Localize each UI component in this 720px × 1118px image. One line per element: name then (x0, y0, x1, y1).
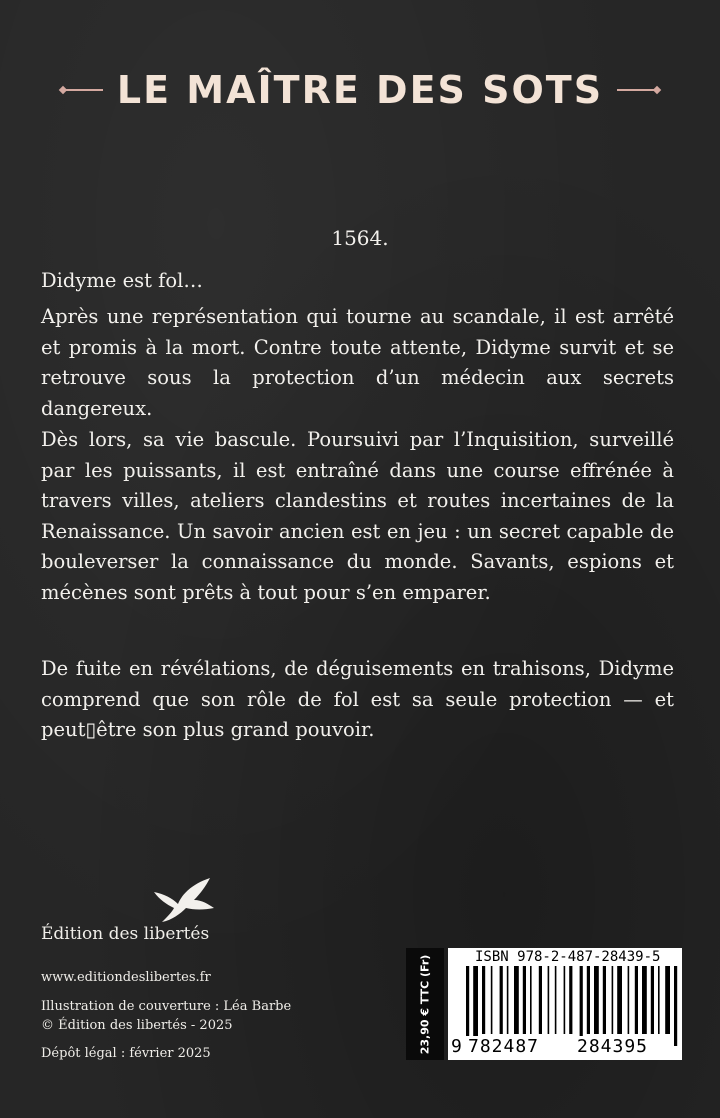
barcode-bar (507, 966, 509, 1034)
title-banner (0, 62, 720, 118)
copyright-line: © Édition des libertés - 2025 (41, 1018, 233, 1033)
barcode-bar (658, 966, 660, 1034)
paragraph-inquisition: Dès lors, sa vie bascule. Poursuivi par l’Inquisition, surveillé par les puissants, il est entraîné dans une course effrénée à travers villes, ateliers clandestins et routes incertaines de la Renaissance. Un savoir ancien est en jeu : un secret capable de bouleverser la connaissance du monde. Savants, espions et mécènes sont prêts à tout pour s’en emparer. (41, 428, 674, 604)
barcode-bar (580, 966, 583, 1046)
barcode-bar (569, 966, 572, 1034)
barcode-bar (665, 966, 670, 1034)
barcode-bar (555, 966, 557, 1034)
price-label: 23,90 € TTC (Fr) (418, 954, 432, 1054)
barcode-bar (635, 966, 638, 1034)
book-title: LE MAÎTRE DES SOTS (116, 68, 604, 112)
barcode-bar (612, 966, 614, 1034)
dove-icon (150, 874, 220, 926)
legal-deposit: Dépôt légal : février 2025 (41, 1046, 211, 1061)
barcode-bar (523, 966, 526, 1034)
illustration-credit: Illustration de couverture : Léa Barbe (41, 999, 292, 1014)
publisher-name: Édition des libertés (41, 924, 210, 944)
barcode-bar (548, 966, 550, 1034)
isbn-label: ISBN 978-2-487-28439-5 (475, 949, 661, 965)
price-label-wrap (406, 948, 444, 1060)
barcode-bar (594, 966, 599, 1034)
year-heading: 1564. (331, 226, 389, 250)
ean-group-2: 284395 (577, 1036, 649, 1057)
title-ornament-right (617, 89, 657, 91)
barcode-bar (491, 966, 493, 1034)
barcode-bar (674, 966, 677, 1046)
paragraph-conclusion: De fuite en révélations, de déguisements en trahisons, Didyme comprend que son rôle de fol est sa seule protection — et peut▯être son plus grand pouvoir. (41, 657, 674, 741)
barcode-bar (587, 966, 590, 1034)
barcode-bar (466, 966, 469, 1046)
paragraph-intro: Didyme est fol… (41, 269, 203, 292)
barcode-bar (539, 966, 542, 1034)
barcode-bar (651, 966, 654, 1034)
barcode-bar (642, 966, 647, 1034)
barcode-bar (628, 966, 630, 1034)
title-ornament-left (63, 89, 103, 91)
barcode-bar (473, 966, 478, 1046)
barcode-bar (514, 966, 519, 1034)
barcode-bar (603, 966, 606, 1034)
barcode-bar (482, 966, 485, 1034)
paragraph-arrest: Après une représentation qui tourne au scandale, il est arrêté et promis à la mort. Contre toute attente, Didyme survit et se retrouve sous la protection d’un médecin aux secrets dangereux. (41, 305, 674, 420)
publisher-website: www.editiondeslibertes.fr (41, 970, 211, 985)
barcode-bar (500, 966, 503, 1034)
ean-group-1: 782487 (468, 1036, 540, 1057)
barcode-bar (617, 966, 622, 1034)
ean-first-digit: 9 (451, 1036, 462, 1057)
barcode-icon (452, 966, 680, 1046)
barcode-bar (564, 966, 566, 1034)
barcode-bar (530, 966, 532, 1034)
